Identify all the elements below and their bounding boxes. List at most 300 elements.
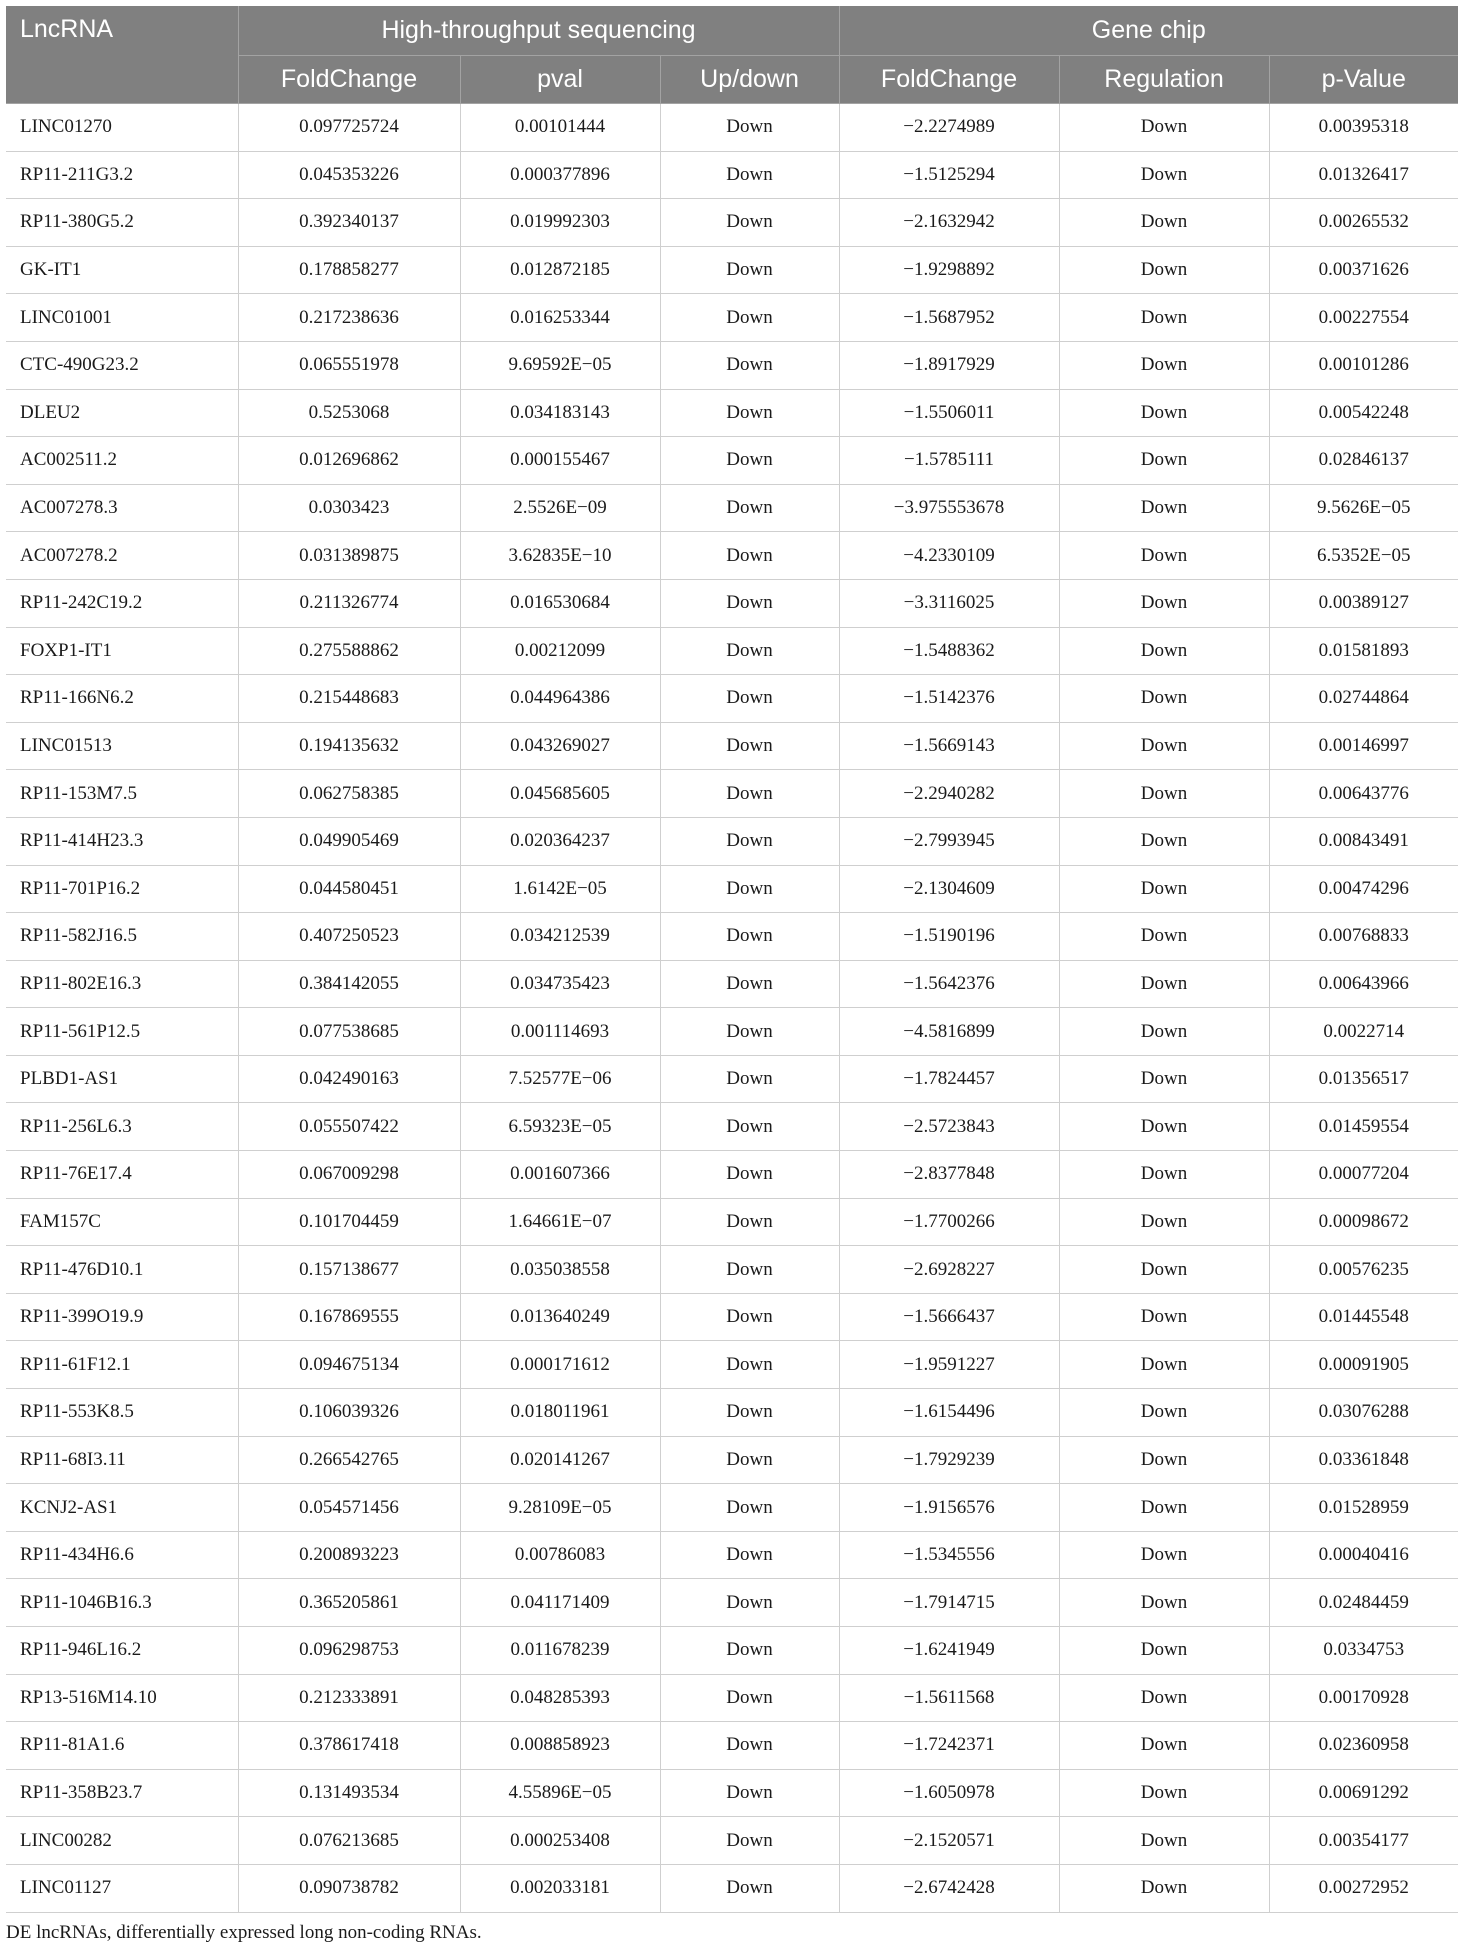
table-row (6, 1151, 1458, 1199)
cell-hts-pval: 0.00101444 (460, 104, 660, 152)
header-chip-pvalue: p-Value (1269, 56, 1458, 104)
cell-hts-foldchange: 0.178858277 (238, 246, 460, 294)
cell-chip-pvalue: 0.00040416 (1269, 1531, 1458, 1579)
cell-hts-foldchange: 0.049905469 (238, 817, 460, 865)
cell-chip-pvalue: 0.02360958 (1269, 1722, 1458, 1770)
table-row (6, 199, 1458, 247)
cell-chip-pvalue: 0.02744864 (1269, 675, 1458, 723)
cell-hts-updown: Down (660, 1103, 839, 1151)
cell-hts-foldchange: 0.200893223 (238, 1531, 460, 1579)
cell-lncrna-name: RP11-399O19.9 (6, 1293, 238, 1341)
cell-lncrna-name: RP11-61F12.1 (6, 1341, 238, 1389)
cell-hts-updown: Down (660, 151, 839, 199)
table-row (6, 675, 1458, 723)
cell-chip-foldchange: −1.7914715 (839, 1579, 1059, 1627)
table-row (6, 1341, 1458, 1389)
cell-chip-pvalue: 0.00576235 (1269, 1246, 1458, 1294)
cell-chip-foldchange: −2.2274989 (839, 104, 1059, 152)
cell-hts-foldchange: 0.077538685 (238, 1008, 460, 1056)
table-row (6, 817, 1458, 865)
cell-hts-updown: Down (660, 1151, 839, 1199)
cell-lncrna-name: RP11-166N6.2 (6, 675, 238, 723)
cell-lncrna-name: AC007278.3 (6, 484, 238, 532)
table-row (6, 865, 1458, 913)
cell-chip-pvalue: 0.0022714 (1269, 1008, 1458, 1056)
table-row (6, 1055, 1458, 1103)
cell-hts-pval: 4.55896E−05 (460, 1769, 660, 1817)
header-chip-regulation: Regulation (1059, 56, 1269, 104)
cell-chip-pvalue: 0.00091905 (1269, 1341, 1458, 1389)
cell-chip-regulation: Down (1059, 1531, 1269, 1579)
cell-chip-regulation: Down (1059, 1436, 1269, 1484)
cell-hts-updown: Down (660, 1246, 839, 1294)
cell-chip-regulation: Down (1059, 817, 1269, 865)
cell-chip-pvalue: 0.00077204 (1269, 1151, 1458, 1199)
cell-hts-updown: Down (660, 1674, 839, 1722)
cell-hts-foldchange: 0.106039326 (238, 1389, 460, 1437)
cell-chip-foldchange: −1.8917929 (839, 341, 1059, 389)
cell-hts-foldchange: 0.044580451 (238, 865, 460, 913)
cell-hts-pval: 0.000171612 (460, 1341, 660, 1389)
cell-chip-foldchange: −2.1520571 (839, 1817, 1059, 1865)
cell-chip-pvalue: 0.00389127 (1269, 579, 1458, 627)
cell-hts-pval: 0.00786083 (460, 1531, 660, 1579)
cell-chip-regulation: Down (1059, 484, 1269, 532)
cell-lncrna-name: RP11-76E17.4 (6, 1151, 238, 1199)
document-page (6, 6, 1458, 1944)
cell-hts-pval: 0.008858923 (460, 1722, 660, 1770)
cell-chip-regulation: Down (1059, 675, 1269, 723)
cell-lncrna-name: RP11-476D10.1 (6, 1246, 238, 1294)
cell-chip-regulation: Down (1059, 151, 1269, 199)
cell-hts-pval: 0.045685605 (460, 770, 660, 818)
cell-chip-regulation: Down (1059, 389, 1269, 437)
cell-hts-pval: 0.001114693 (460, 1008, 660, 1056)
cell-chip-regulation: Down (1059, 437, 1269, 485)
cell-hts-updown: Down (660, 1722, 839, 1770)
cell-hts-pval: 0.002033181 (460, 1864, 660, 1912)
cell-chip-pvalue: 0.00843491 (1269, 817, 1458, 865)
cell-hts-updown: Down (660, 1817, 839, 1865)
cell-lncrna-name: RP11-358B23.7 (6, 1769, 238, 1817)
cell-hts-foldchange: 0.167869555 (238, 1293, 460, 1341)
cell-chip-regulation: Down (1059, 913, 1269, 961)
cell-hts-updown: Down (660, 1484, 839, 1532)
cell-hts-updown: Down (660, 246, 839, 294)
cell-chip-foldchange: −1.5642376 (839, 960, 1059, 1008)
cell-chip-foldchange: −2.6928227 (839, 1246, 1059, 1294)
cell-chip-pvalue: 0.00643966 (1269, 960, 1458, 1008)
table-body (6, 104, 1458, 1913)
cell-chip-pvalue: 0.00691292 (1269, 1769, 1458, 1817)
cell-lncrna-name: AC007278.2 (6, 532, 238, 580)
cell-hts-pval: 2.5526E−09 (460, 484, 660, 532)
table-row (6, 1769, 1458, 1817)
table-row (6, 104, 1458, 152)
cell-hts-pval: 0.044964386 (460, 675, 660, 723)
cell-hts-updown: Down (660, 579, 839, 627)
table-row (6, 1627, 1458, 1675)
table-row (6, 1722, 1458, 1770)
cell-hts-pval: 7.52577E−06 (460, 1055, 660, 1103)
table-row (6, 484, 1458, 532)
cell-hts-foldchange: 0.157138677 (238, 1246, 460, 1294)
cell-chip-regulation: Down (1059, 960, 1269, 1008)
cell-hts-updown: Down (660, 1341, 839, 1389)
cell-hts-foldchange: 0.031389875 (238, 532, 460, 580)
cell-chip-pvalue: 6.5352E−05 (1269, 532, 1458, 580)
cell-chip-foldchange: −1.9156576 (839, 1484, 1059, 1532)
cell-hts-foldchange: 0.097725724 (238, 104, 460, 152)
header-group-row (6, 6, 1458, 56)
cell-chip-pvalue: 0.00643776 (1269, 770, 1458, 818)
cell-chip-foldchange: −1.6241949 (839, 1627, 1059, 1675)
cell-chip-regulation: Down (1059, 104, 1269, 152)
cell-hts-pval: 0.013640249 (460, 1293, 660, 1341)
cell-hts-foldchange: 0.067009298 (238, 1151, 460, 1199)
cell-chip-regulation: Down (1059, 1246, 1269, 1294)
cell-chip-foldchange: −1.5611568 (839, 1674, 1059, 1722)
cell-chip-pvalue: 0.00265532 (1269, 199, 1458, 247)
cell-chip-foldchange: −1.5488362 (839, 627, 1059, 675)
cell-chip-foldchange: −2.2940282 (839, 770, 1059, 818)
cell-hts-updown: Down (660, 770, 839, 818)
cell-lncrna-name: RP11-434H6.6 (6, 1531, 238, 1579)
cell-hts-updown: Down (660, 627, 839, 675)
cell-hts-foldchange: 0.194135632 (238, 722, 460, 770)
cell-chip-regulation: Down (1059, 1055, 1269, 1103)
table-row (6, 1864, 1458, 1912)
cell-chip-regulation: Down (1059, 579, 1269, 627)
cell-hts-pval: 0.020364237 (460, 817, 660, 865)
cell-chip-regulation: Down (1059, 1341, 1269, 1389)
cell-hts-foldchange: 0.094675134 (238, 1341, 460, 1389)
cell-chip-regulation: Down (1059, 1817, 1269, 1865)
cell-lncrna-name: FAM157C (6, 1198, 238, 1246)
cell-hts-pval: 0.016530684 (460, 579, 660, 627)
cell-chip-pvalue: 0.01459554 (1269, 1103, 1458, 1151)
cell-hts-updown: Down (660, 1198, 839, 1246)
cell-chip-regulation: Down (1059, 1103, 1269, 1151)
cell-chip-pvalue: 0.00542248 (1269, 389, 1458, 437)
header-hts-updown: Up/down (660, 56, 839, 104)
cell-chip-regulation: Down (1059, 770, 1269, 818)
cell-hts-pval: 0.000253408 (460, 1817, 660, 1865)
cell-chip-pvalue: 0.00227554 (1269, 294, 1458, 342)
table-row (6, 532, 1458, 580)
cell-hts-pval: 0.041171409 (460, 1579, 660, 1627)
cell-chip-foldchange: −1.7700266 (839, 1198, 1059, 1246)
cell-hts-pval: 0.034183143 (460, 389, 660, 437)
cell-hts-pval: 6.59323E−05 (460, 1103, 660, 1151)
cell-chip-pvalue: 0.03076288 (1269, 1389, 1458, 1437)
cell-hts-pval: 0.018011961 (460, 1389, 660, 1437)
cell-chip-pvalue: 0.00354177 (1269, 1817, 1458, 1865)
cell-lncrna-name: DLEU2 (6, 389, 238, 437)
cell-hts-pval: 3.62835E−10 (460, 532, 660, 580)
table-row (6, 1293, 1458, 1341)
cell-lncrna-name: LINC01127 (6, 1864, 238, 1912)
cell-lncrna-name: RP11-211G3.2 (6, 151, 238, 199)
cell-hts-foldchange: 0.042490163 (238, 1055, 460, 1103)
header-group-gene-chip: Gene chip (839, 6, 1458, 56)
cell-chip-foldchange: −1.5142376 (839, 675, 1059, 723)
cell-hts-foldchange: 0.5253068 (238, 389, 460, 437)
cell-chip-foldchange: −2.6742428 (839, 1864, 1059, 1912)
cell-chip-foldchange: −1.9298892 (839, 246, 1059, 294)
cell-hts-updown: Down (660, 817, 839, 865)
cell-hts-updown: Down (660, 1436, 839, 1484)
cell-lncrna-name: RP11-256L6.3 (6, 1103, 238, 1151)
cell-hts-pval: 0.016253344 (460, 294, 660, 342)
cell-hts-pval: 0.020141267 (460, 1436, 660, 1484)
cell-hts-pval: 9.69592E−05 (460, 341, 660, 389)
cell-chip-regulation: Down (1059, 1293, 1269, 1341)
cell-chip-regulation: Down (1059, 1627, 1269, 1675)
cell-lncrna-name: LINC01513 (6, 722, 238, 770)
cell-hts-updown: Down (660, 484, 839, 532)
cell-chip-foldchange: −1.5666437 (839, 1293, 1059, 1341)
cell-hts-foldchange: 0.384142055 (238, 960, 460, 1008)
cell-chip-regulation: Down (1059, 1389, 1269, 1437)
cell-chip-regulation: Down (1059, 341, 1269, 389)
table-row (6, 627, 1458, 675)
cell-chip-foldchange: −1.5345556 (839, 1531, 1059, 1579)
cell-lncrna-name: RP11-414H23.3 (6, 817, 238, 865)
header-hts-foldchange: FoldChange (238, 56, 460, 104)
cell-hts-pval: 0.034212539 (460, 913, 660, 961)
cell-lncrna-name: PLBD1-AS1 (6, 1055, 238, 1103)
cell-hts-foldchange: 0.012696862 (238, 437, 460, 485)
table-row (6, 913, 1458, 961)
cell-hts-updown: Down (660, 1055, 839, 1103)
cell-lncrna-name: RP11-582J16.5 (6, 913, 238, 961)
cell-hts-pval: 0.011678239 (460, 1627, 660, 1675)
cell-lncrna-name: LINC01270 (6, 104, 238, 152)
cell-hts-updown: Down (660, 1008, 839, 1056)
cell-hts-foldchange: 0.407250523 (238, 913, 460, 961)
cell-chip-pvalue: 0.01528959 (1269, 1484, 1458, 1532)
cell-chip-foldchange: −2.1304609 (839, 865, 1059, 913)
cell-chip-regulation: Down (1059, 865, 1269, 913)
cell-hts-foldchange: 0.217238636 (238, 294, 460, 342)
cell-hts-foldchange: 0.215448683 (238, 675, 460, 723)
cell-chip-regulation: Down (1059, 1579, 1269, 1627)
cell-hts-updown: Down (660, 341, 839, 389)
cell-hts-foldchange: 0.054571456 (238, 1484, 460, 1532)
cell-lncrna-name: KCNJ2-AS1 (6, 1484, 238, 1532)
cell-lncrna-name: RP11-380G5.2 (6, 199, 238, 247)
cell-chip-pvalue: 0.00395318 (1269, 104, 1458, 152)
cell-chip-foldchange: −1.7242371 (839, 1722, 1059, 1770)
cell-hts-pval: 1.6142E−05 (460, 865, 660, 913)
header-chip-foldchange: FoldChange (839, 56, 1059, 104)
cell-chip-foldchange: −1.5125294 (839, 151, 1059, 199)
table-row (6, 579, 1458, 627)
cell-chip-pvalue: 0.01326417 (1269, 151, 1458, 199)
cell-hts-foldchange: 0.062758385 (238, 770, 460, 818)
table-row (6, 389, 1458, 437)
cell-hts-updown: Down (660, 104, 839, 152)
cell-chip-foldchange: −1.5687952 (839, 294, 1059, 342)
cell-chip-foldchange: −1.5785111 (839, 437, 1059, 485)
cell-hts-updown: Down (660, 722, 839, 770)
cell-hts-pval: 1.64661E−07 (460, 1198, 660, 1246)
cell-hts-pval: 9.28109E−05 (460, 1484, 660, 1532)
cell-hts-updown: Down (660, 294, 839, 342)
cell-chip-foldchange: −1.7929239 (839, 1436, 1059, 1484)
table-footnote: DE lncRNAs, differentially expressed long non-coding RNAs. (6, 1921, 482, 1943)
cell-chip-pvalue: 0.00146997 (1269, 722, 1458, 770)
table-row (6, 151, 1458, 199)
cell-hts-foldchange: 0.096298753 (238, 1627, 460, 1675)
cell-hts-pval: 0.001607366 (460, 1151, 660, 1199)
cell-chip-foldchange: −1.6154496 (839, 1389, 1059, 1437)
cell-hts-updown: Down (660, 532, 839, 580)
cell-lncrna-name: CTC-490G23.2 (6, 341, 238, 389)
cell-hts-foldchange: 0.090738782 (238, 1864, 460, 1912)
cell-lncrna-name: FOXP1-IT1 (6, 627, 238, 675)
cell-hts-updown: Down (660, 199, 839, 247)
cell-lncrna-name: RP11-153M7.5 (6, 770, 238, 818)
header-lncrna: LncRNA (6, 6, 238, 104)
cell-chip-pvalue: 0.00371626 (1269, 246, 1458, 294)
cell-hts-updown: Down (660, 913, 839, 961)
cell-lncrna-name: RP11-802E16.3 (6, 960, 238, 1008)
cell-chip-foldchange: −3.975553678 (839, 484, 1059, 532)
cell-chip-pvalue: 0.01581893 (1269, 627, 1458, 675)
table-row (6, 1198, 1458, 1246)
cell-chip-foldchange: −2.7993945 (839, 817, 1059, 865)
cell-lncrna-name: LINC01001 (6, 294, 238, 342)
cell-chip-regulation: Down (1059, 1864, 1269, 1912)
cell-hts-updown: Down (660, 960, 839, 1008)
cell-lncrna-name: AC002511.2 (6, 437, 238, 485)
cell-hts-foldchange: 0.076213685 (238, 1817, 460, 1865)
table-header (6, 6, 1458, 104)
cell-chip-foldchange: −1.5669143 (839, 722, 1059, 770)
cell-chip-regulation: Down (1059, 627, 1269, 675)
cell-chip-pvalue: 0.01445548 (1269, 1293, 1458, 1341)
table-row (6, 246, 1458, 294)
cell-chip-pvalue: 9.5626E−05 (1269, 484, 1458, 532)
cell-lncrna-name: RP11-1046B16.3 (6, 1579, 238, 1627)
cell-chip-regulation: Down (1059, 532, 1269, 580)
cell-hts-foldchange: 0.045353226 (238, 151, 460, 199)
de-lncrna-table (6, 6, 1458, 1913)
cell-chip-pvalue: 0.00272952 (1269, 1864, 1458, 1912)
cell-chip-foldchange: −4.5816899 (839, 1008, 1059, 1056)
cell-chip-foldchange: −1.5506011 (839, 389, 1059, 437)
cell-chip-foldchange: −1.9591227 (839, 1341, 1059, 1389)
cell-hts-updown: Down (660, 1293, 839, 1341)
cell-lncrna-name: RP13-516M14.10 (6, 1674, 238, 1722)
cell-lncrna-name: RP11-701P16.2 (6, 865, 238, 913)
cell-hts-foldchange: 0.211326774 (238, 579, 460, 627)
cell-chip-regulation: Down (1059, 1151, 1269, 1199)
cell-hts-pval: 0.000377896 (460, 151, 660, 199)
table-row (6, 1008, 1458, 1056)
table-row (6, 1436, 1458, 1484)
cell-chip-regulation: Down (1059, 1008, 1269, 1056)
table-row (6, 1246, 1458, 1294)
cell-chip-regulation: Down (1059, 1722, 1269, 1770)
cell-hts-updown: Down (660, 1389, 839, 1437)
cell-hts-foldchange: 0.266542765 (238, 1436, 460, 1484)
cell-chip-foldchange: −3.3116025 (839, 579, 1059, 627)
cell-chip-pvalue: 0.02484459 (1269, 1579, 1458, 1627)
table-row (6, 1817, 1458, 1865)
cell-hts-updown: Down (660, 1864, 839, 1912)
cell-chip-pvalue: 0.00170928 (1269, 1674, 1458, 1722)
cell-hts-foldchange: 0.378617418 (238, 1722, 460, 1770)
table-row (6, 1579, 1458, 1627)
cell-hts-foldchange: 0.365205861 (238, 1579, 460, 1627)
table-row (6, 770, 1458, 818)
cell-lncrna-name: RP11-553K8.5 (6, 1389, 238, 1437)
cell-chip-pvalue: 0.03361848 (1269, 1436, 1458, 1484)
cell-chip-foldchange: −1.7824457 (839, 1055, 1059, 1103)
cell-hts-pval: 0.012872185 (460, 246, 660, 294)
cell-lncrna-name: RP11-561P12.5 (6, 1008, 238, 1056)
cell-lncrna-name: RP11-946L16.2 (6, 1627, 238, 1675)
table-row (6, 294, 1458, 342)
cell-lncrna-name: GK-IT1 (6, 246, 238, 294)
cell-chip-pvalue: 0.00768833 (1269, 913, 1458, 961)
cell-hts-pval: 0.035038558 (460, 1246, 660, 1294)
cell-chip-regulation: Down (1059, 246, 1269, 294)
cell-hts-updown: Down (660, 1531, 839, 1579)
cell-hts-pval: 0.043269027 (460, 722, 660, 770)
cell-chip-foldchange: −2.5723843 (839, 1103, 1059, 1151)
cell-chip-foldchange: −1.5190196 (839, 913, 1059, 961)
cell-hts-foldchange: 0.392340137 (238, 199, 460, 247)
cell-chip-regulation: Down (1059, 199, 1269, 247)
cell-chip-regulation: Down (1059, 1198, 1269, 1246)
table-row (6, 1674, 1458, 1722)
cell-chip-foldchange: −1.6050978 (839, 1769, 1059, 1817)
cell-chip-pvalue: 0.00101286 (1269, 341, 1458, 389)
cell-hts-foldchange: 0.275588862 (238, 627, 460, 675)
cell-chip-regulation: Down (1059, 1769, 1269, 1817)
cell-hts-foldchange: 0.212333891 (238, 1674, 460, 1722)
table-row (6, 722, 1458, 770)
cell-chip-foldchange: −2.1632942 (839, 199, 1059, 247)
cell-hts-updown: Down (660, 389, 839, 437)
cell-chip-pvalue: 0.01356517 (1269, 1055, 1458, 1103)
cell-chip-regulation: Down (1059, 1484, 1269, 1532)
table-row (6, 1484, 1458, 1532)
cell-lncrna-name: RP11-242C19.2 (6, 579, 238, 627)
cell-chip-regulation: Down (1059, 294, 1269, 342)
table-row (6, 437, 1458, 485)
header-hts-pval: pval (460, 56, 660, 104)
cell-hts-foldchange: 0.101704459 (238, 1198, 460, 1246)
cell-chip-pvalue: 0.02846137 (1269, 437, 1458, 485)
cell-hts-foldchange: 0.131493534 (238, 1769, 460, 1817)
cell-hts-updown: Down (660, 1579, 839, 1627)
cell-hts-pval: 0.048285393 (460, 1674, 660, 1722)
cell-hts-updown: Down (660, 1769, 839, 1817)
table-row (6, 341, 1458, 389)
cell-lncrna-name: LINC00282 (6, 1817, 238, 1865)
cell-hts-foldchange: 0.0303423 (238, 484, 460, 532)
cell-hts-updown: Down (660, 437, 839, 485)
cell-hts-pval: 0.019992303 (460, 199, 660, 247)
table-row (6, 1103, 1458, 1151)
cell-hts-foldchange: 0.065551978 (238, 341, 460, 389)
cell-hts-updown: Down (660, 1627, 839, 1675)
